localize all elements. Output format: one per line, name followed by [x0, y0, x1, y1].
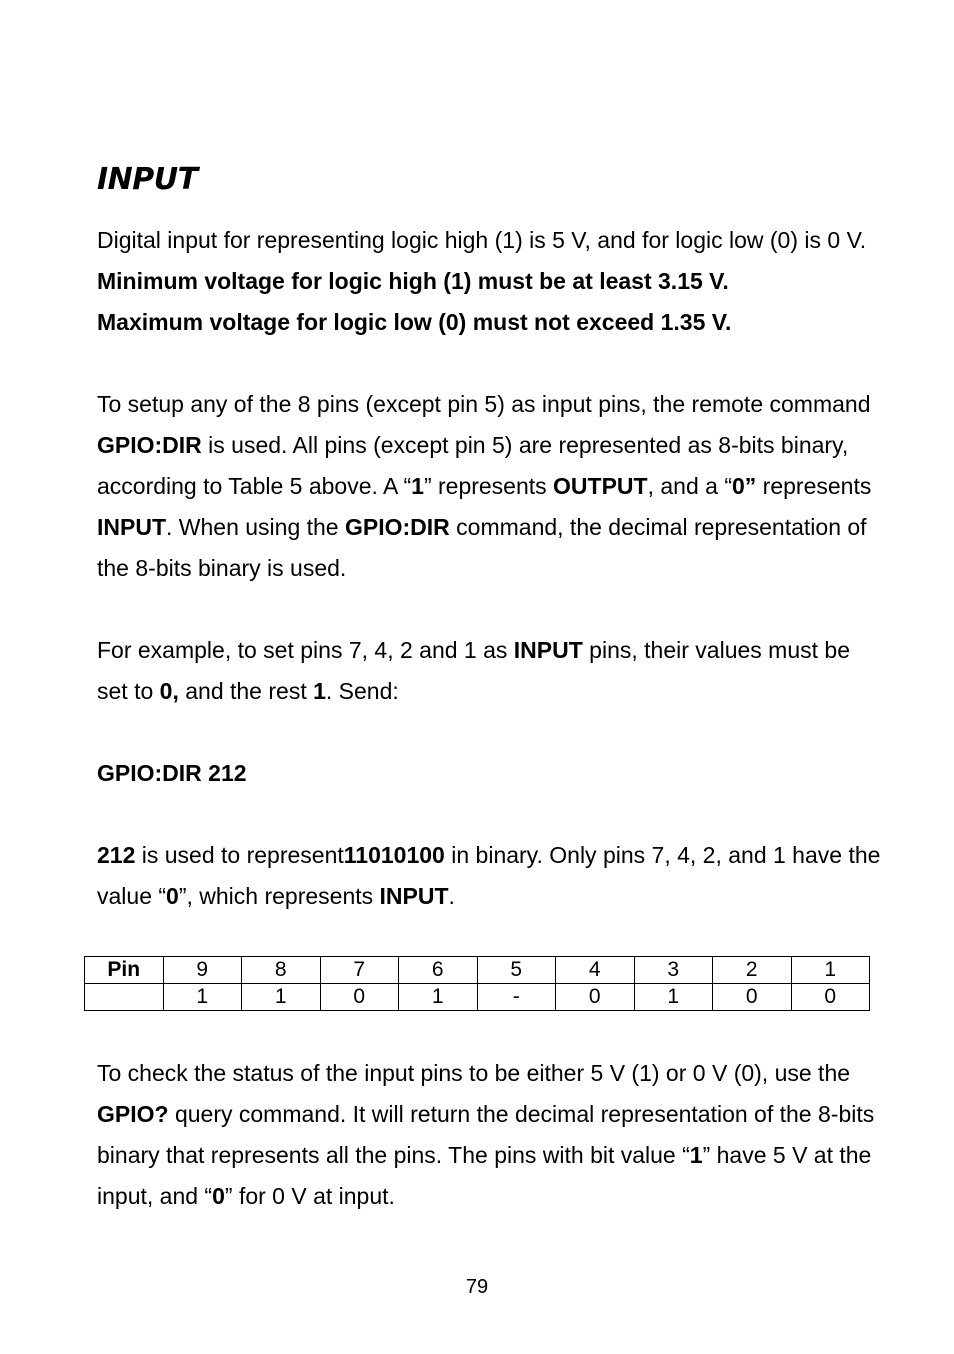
table-cell: 6	[399, 957, 478, 984]
table-cell: 1	[163, 984, 242, 1011]
table-cell	[85, 984, 164, 1011]
table-cell: -	[477, 984, 556, 1011]
min-high-voltage-note: Minimum voltage for logic high (1) must be at least 3.15 V.	[97, 268, 729, 294]
explain-paragraph: 212 is used to represent11010100 in binary. Only pins 7, 4, 2, and 1 have the value “0”, which represents INPUT.	[97, 842, 881, 909]
table-cell: 1	[791, 957, 870, 984]
table-cell: 1	[242, 984, 321, 1011]
table-cell: 0	[791, 984, 870, 1011]
table-cell: 5	[477, 957, 556, 984]
table-cell: 1	[634, 984, 713, 1011]
intro-paragraph: Digital input for representing logic high (1) is 5 V, and for logic low (0) is 0 V.	[97, 227, 867, 253]
table-cell: 0	[556, 984, 635, 1011]
section-heading: INPUT	[97, 162, 198, 197]
body-text	[97, 220, 887, 917]
table-cell: 0	[713, 984, 792, 1011]
command-example: GPIO:DIR 212	[97, 760, 247, 786]
status-paragraph: To check the status of the input pins to be either 5 V (1) or 0 V (0), use the GPIO? query command. It will return the decimal representation of the 8-bits binary that represents all the pins. The pins with bit value “1” have 5 V at the input, and “0” for 0 V at input.	[97, 1060, 875, 1209]
table-cell: 7	[320, 957, 399, 984]
table-row	[85, 984, 870, 1011]
table-cell: 2	[713, 957, 792, 984]
table-cell: 3	[634, 957, 713, 984]
table-cell: 9	[163, 957, 242, 984]
table-cell: 1	[399, 984, 478, 1011]
pin-value-table	[84, 956, 870, 1011]
table-cell: 0	[320, 984, 399, 1011]
table-cell: 8	[242, 957, 321, 984]
table-cell: 4	[556, 957, 635, 984]
example-paragraph: For example, to set pins 7, 4, 2 and 1 as INPUT pins, their values must be set to 0, and the rest 1. Send:	[97, 637, 850, 704]
page-number: 79	[465, 1276, 489, 1298]
setup-paragraph: To setup any of the 8 pins (except pin 5) as input pins, the remote command GPIO:DIR is used. All pins (except pin 5) are represented as 8-bits binary, according to Table 5 above. A “1” represents OUTPUT, and a “0” represents INPUT. When using the GPIO:DIR command, the decimal representation of the 8-bits binary is used.	[97, 391, 872, 581]
status-text	[97, 1053, 887, 1217]
table-header-row	[85, 957, 870, 984]
max-low-voltage-note: Maximum voltage for logic low (0) must not exceed 1.35 V.	[97, 309, 732, 335]
table-cell: Pin	[85, 957, 164, 984]
